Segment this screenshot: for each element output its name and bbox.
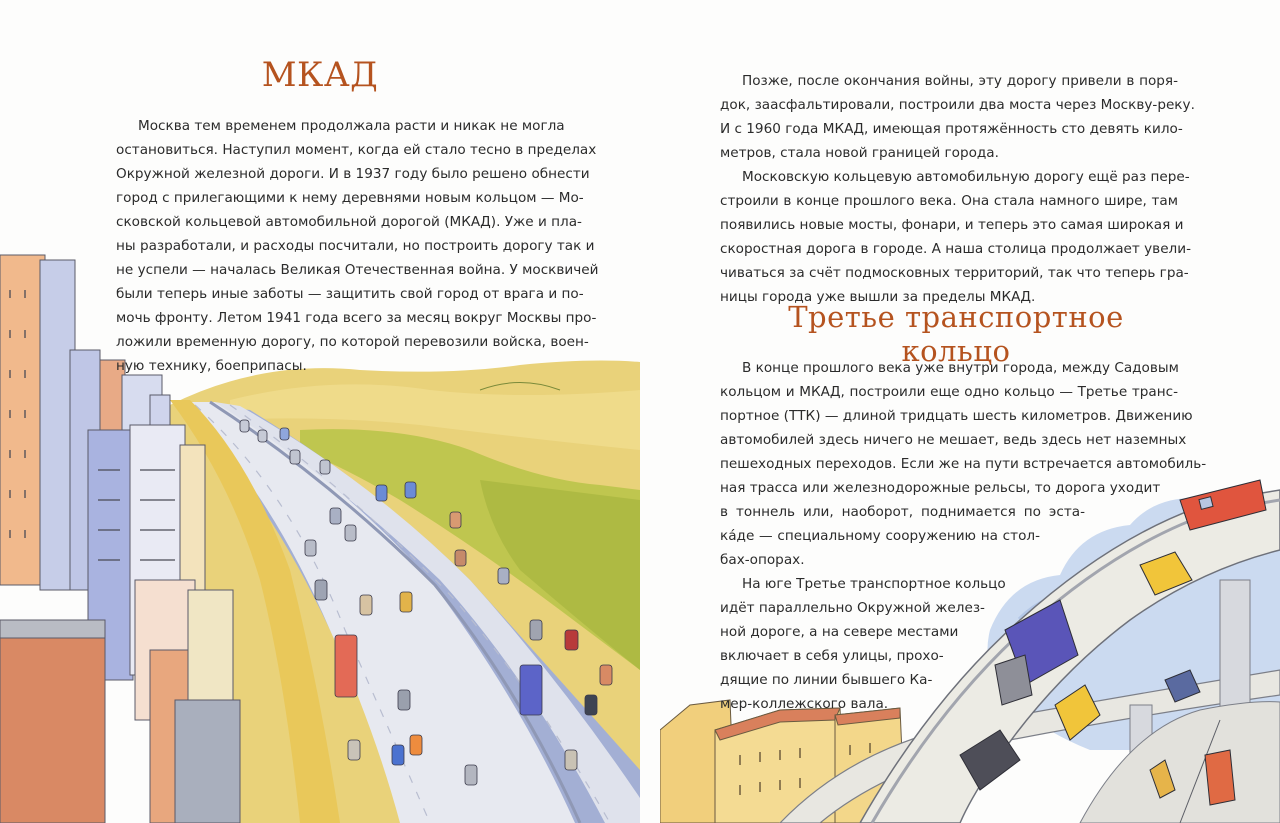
right-page xyxy=(640,0,1280,823)
text-line: ная трасса или железнодорожные рельсы, то дорога уходит xyxy=(720,480,1161,496)
text-line: ка́де — специальному сооружению на стол- xyxy=(720,528,1040,544)
text-line: появились новые мосты, фонари, и теперь это самая широкая и xyxy=(720,217,1184,233)
text-line: сковской кольцевой автомобильной дорогой (МКАД). Уже и пла- xyxy=(116,214,582,230)
text-line: строили в конце прошлого века. Она стала намного шире, там xyxy=(720,193,1178,209)
text-line: кольцом и МКАД, построили еще одно кольцо — Третье транс- xyxy=(720,384,1178,400)
text-line: автомобилей здесь ничего не мешает, ведь здесь нет наземных xyxy=(720,432,1187,448)
text-line: ницы города уже вышли за пределы МКАД. xyxy=(720,289,1036,305)
text-line: включает в себя улицы, прохо- xyxy=(720,648,944,664)
text-line: мер-коллежского вала. xyxy=(720,696,889,712)
mkad-heading: МКАД xyxy=(261,55,379,95)
text-line: город с прилегающими к нему деревнями новым кольцом — Мо- xyxy=(116,190,584,206)
text-line: пешеходных переходов. Если же на пути встречается автомобиль- xyxy=(720,456,1207,472)
text-line: Московскую кольцевую автомобильную дорогу ещё раз пере- xyxy=(742,169,1190,185)
text-line: ную технику, боеприпасы. xyxy=(116,358,307,374)
text-line: не успели — началась Великая Отечественная война. У москвичей xyxy=(116,262,599,278)
ttk-route-paragraph xyxy=(720,572,1178,716)
ttk-heading: Третье транспортное кольцо xyxy=(788,300,1124,368)
text-line: были теперь иные заботы — защитить свой город от врага и по- xyxy=(116,286,584,302)
text-line: дящие по линии бывшего Ка- xyxy=(720,672,933,688)
ttk-intro-paragraph xyxy=(720,356,1207,572)
mkad-paragraph xyxy=(116,114,599,378)
text-line: в тоннель или, наоборот, поднимается по эста- xyxy=(720,504,1085,520)
text-line: На юге Третье транспортное кольцо xyxy=(742,576,1006,592)
text-line: метров, стала новой границей города. xyxy=(720,145,999,161)
rebuild-paragraph xyxy=(720,165,1191,309)
mkad-continued-text xyxy=(720,69,1195,309)
text-line: док, заасфальтировали, построили два моста через Москву-реку. xyxy=(720,97,1195,113)
text-line: Позже, после окончания войны, эту дорогу привели в поря- xyxy=(742,73,1178,89)
text-line: Окружной железной дороги. И в 1937 году было решено обнести xyxy=(116,166,590,182)
text-line: бах-опорах. xyxy=(720,552,805,568)
text-line: ложили временную дорогу, по которой перевозили войска, воен- xyxy=(116,334,589,350)
mkad-history-paragraph xyxy=(116,114,599,378)
text-line: В конце прошлого века уже внутри города, между Садовым xyxy=(742,360,1179,376)
postwar-paragraph xyxy=(720,69,1195,165)
text-line: ной дороге, а на севере местами xyxy=(720,624,959,640)
text-line: остановиться. Наступил момент, когда ей стало тесно в пределах xyxy=(116,142,597,158)
text-line: чиваться за счёт подмосковных территорий, так что теперь гра- xyxy=(720,265,1189,281)
text-line: ны разработали, и расходы посчитали, но построить дорогу так и xyxy=(116,238,595,254)
text-line: портное (ТТК) — длиной тридцать шесть километров. Движению xyxy=(720,408,1193,424)
text-line: Москва тем временем продолжала расти и никак не могла xyxy=(138,118,565,134)
text-line: И с 1960 года МКАД, имеющая протяжённость сто девять кило- xyxy=(720,121,1183,137)
ttk-text xyxy=(720,356,1207,716)
text-line: скоростная дорога в городе. А наша столица продолжает увели- xyxy=(720,241,1191,257)
text-line: идёт параллельно Окружной желез- xyxy=(720,600,985,616)
text-line: мочь фронту. Летом 1941 года всего за месяц вокруг Москвы про- xyxy=(116,310,597,326)
